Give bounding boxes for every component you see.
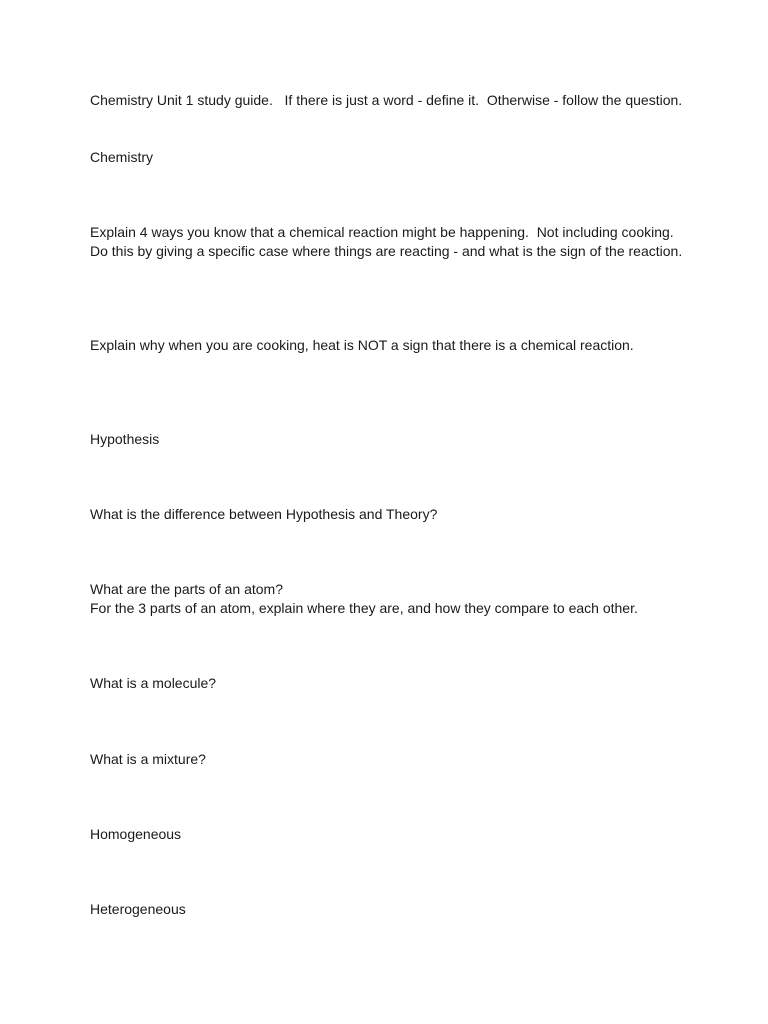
- term-homogeneous: Homogeneous: [90, 826, 182, 842]
- question-hypothesis-vs-theory: What is the difference between Hypothesis and Theory?: [90, 506, 438, 522]
- question-chemical-reaction-signs-continued: Do this by giving a specific case where things are reacting - and what is the sign of the reaction.: [90, 243, 683, 259]
- question-parts-of-atom: What are the parts of an atom?: [90, 581, 283, 597]
- question-cooking-heat: Explain why when you are cooking, heat is NOT a sign that there is a chemical reaction.: [90, 337, 634, 353]
- study-guide-title: Chemistry Unit 1 study guide. If there is just a word - define it. Otherwise - follow the question.: [90, 92, 683, 108]
- question-chemical-reaction-signs: Explain 4 ways you know that a chemical reaction might be happening. Not including cooking.: [90, 224, 674, 240]
- term-chemistry: Chemistry: [90, 149, 154, 165]
- question-mixture: What is a mixture?: [90, 751, 206, 767]
- question-atom-parts-compare: For the 3 parts of an atom, explain where they are, and how they compare to each other.: [90, 600, 638, 616]
- term-hypothesis: Hypothesis: [90, 431, 160, 447]
- term-heterogeneous: Heterogeneous: [90, 901, 186, 917]
- question-molecule: What is a molecule?: [90, 675, 217, 691]
